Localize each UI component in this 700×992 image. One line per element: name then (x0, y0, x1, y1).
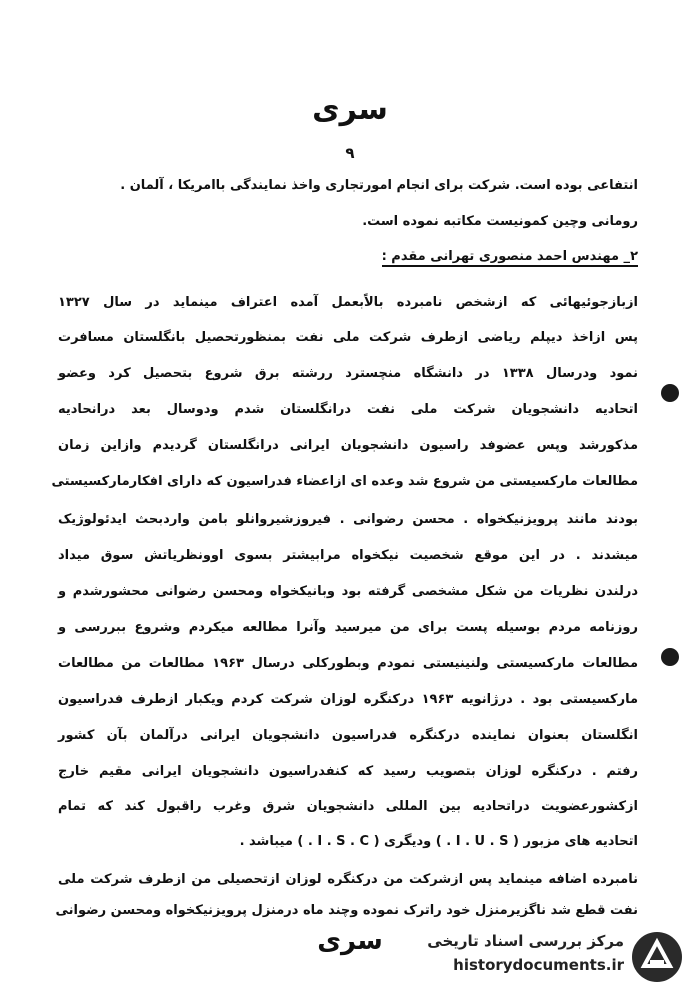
watermark-org-name: مرکز بررسی اسناد تاریخی (427, 932, 624, 950)
body-line: مارکسیستی بود . درژانویه ۱۹۶۳ درکنگره لوزان شرکت کردم ویکبار ازطرف فدراسیون (58, 692, 638, 707)
intro-line: رومانی وچین کمونیست مکاتبه نموده است. (362, 214, 638, 229)
classification-header: سری (312, 92, 388, 127)
body-line: پس ازاخذ دیپلم ریاضی ازطرف شرکت ملی نفت بمنظورتحصیل بانگلستان مسافرت (58, 330, 638, 345)
item-heading: ۲_ مهندس احمد منصوری تهرانی مقدم : (382, 249, 638, 267)
archive-emblem-icon (630, 930, 684, 984)
classification-footer: سری (317, 926, 383, 956)
punch-hole (661, 648, 679, 666)
body-line: میشدند . در این موقع شخصیت نیکخواه مرابیشتر بسوی اوونظریاتش سوق میداد (58, 548, 638, 563)
body-line: اتحادیه دانشجویان شرکت ملی نفت درانگلستان شدم ودوسال بعد درانحادیه (58, 402, 638, 417)
body-line: رفتم . درکنگره لوزان بتصویب رسید که کنفدراسیون دانشجویان ایرانی مقیم خارج (58, 764, 638, 779)
body-line: نمود ودرسال ۱۳۳۸ در دانشگاه منچسترد ررشته برق شروع بتحصیل کرد وعضو (58, 366, 638, 381)
body-line: روزنامه مردم بوسیله پست برای من میرسید وآنرا مطالعه میکردم وشروع ببررسی و (58, 620, 638, 635)
intro-line: انتفاعی بوده است. شرکت برای انجام امورتجاری واخذ نمایندگی باامریکا ، آلمان . (120, 178, 638, 193)
page-number: ۹ (345, 144, 355, 162)
body-line: اتحادیه های مزبور ( I . U . S . ) ودیگری ( I . S . C . ) میباشد . (239, 834, 638, 849)
body-line: ازکشورعضویت دراتحادیه بین المللی دانشجویان شرق وغرب راقبول کند که تمام (58, 799, 638, 814)
punch-hole (661, 384, 679, 402)
body-line: ازبازجوئیهائی که ازشخص نامبرده بالاًبعمل آمده اعتراف مینماید در سال ۱۳۲۷ (58, 295, 638, 310)
body-line: مطالعات مارکسیستی من شروع شد وعده ای ازاعضاء فدراسیون که دارای افکارمارکسیستی (51, 474, 638, 489)
body-line: درلندن نظریات من شکل مشخصی گرفته بود وبانیکخواه ومحسن رضوانی محشورشدم و (58, 584, 638, 599)
watermark-url: historydocuments.ir (453, 956, 624, 974)
body-line: بودند مانند پرویزنیکخواه . محسن رضوانی . فیروزشیروانلو بامن واردبحث ایدئولوژیک (58, 512, 638, 527)
body-line: انگلستان بعنوان نماینده درکنگره فدراسیون دانشجویان ایرانی درآلمان بآن کشور (58, 728, 638, 743)
body-line: مطالعات مارکسیستی ولنینیستی نمودم وبطورکلی درسال ۱۹۶۳ مطالعات من مطالعات (58, 656, 639, 671)
watermark (420, 928, 690, 984)
closing-line: نامبرده اضافه مینماید پس ازشرکت من درکنگره لوزان ازتحصیلی من ازطرف شرکت ملی (58, 872, 638, 887)
closing-line: نفت قطع شد ناگزیرمنزل خود راترک نموده وچند ماه درمنزل پرویزنیکخواه ومحسن رضوانی (55, 903, 638, 918)
body-line: مذکورشد وپس عضوفد راسیون دانشجویان ایرانی درانگلستان گردیدم وازاین زمان (58, 438, 638, 453)
